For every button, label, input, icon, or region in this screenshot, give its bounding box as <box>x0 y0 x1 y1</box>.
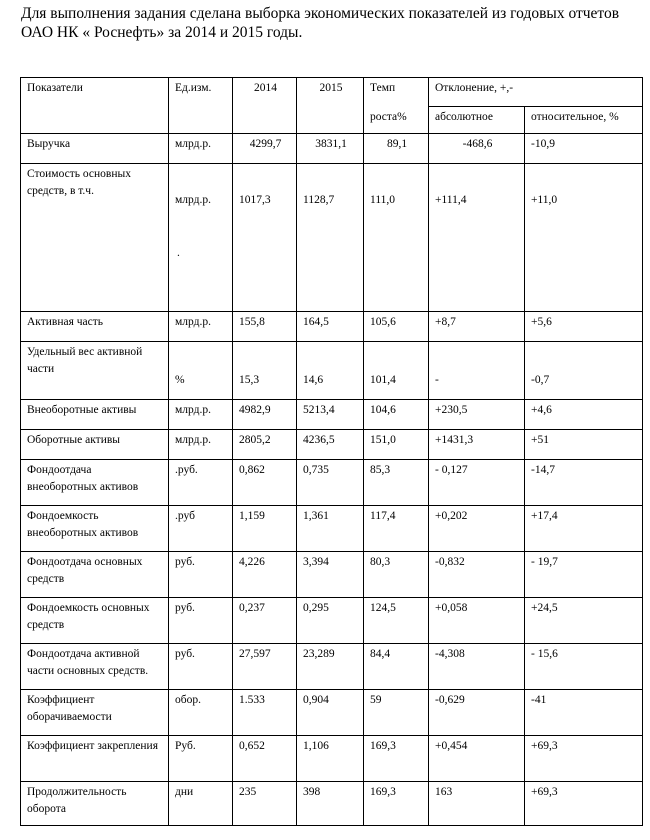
row-2014: 2805,2 <box>233 430 297 460</box>
row-2015: 1,106 <box>297 736 364 782</box>
row-growth: 151,0 <box>364 430 429 460</box>
row-rel: +69,3 <box>525 736 643 782</box>
row-rel: - 15,6 <box>525 644 643 690</box>
header-indicator: Показатели <box>21 78 169 134</box>
row-2014: 4299,7 <box>233 134 297 164</box>
table-row <box>21 644 643 690</box>
row-abs: +230,5 <box>429 400 525 430</box>
header-growth-bottom: роста% <box>364 107 429 134</box>
row-rel: -41 <box>525 690 643 736</box>
row-2014: 4,226 <box>233 552 297 598</box>
row-unit: руб. <box>169 644 233 690</box>
row-2014: 0,237 <box>233 598 297 644</box>
row-rel: -0,7 <box>531 374 550 386</box>
header-unit: Ед.изм. <box>169 78 233 134</box>
table-row <box>21 552 643 598</box>
row-name: Фондоемкость основных средств <box>21 598 169 644</box>
row-rel: +24,5 <box>525 598 643 644</box>
row-unit: млрд.р. <box>169 430 233 460</box>
row-2014: 155,8 <box>233 312 297 342</box>
table-row <box>21 430 643 460</box>
row-name: Стоимость основных средств, в т.ч. <box>21 164 169 312</box>
row-unit: млрд.р. <box>169 312 233 342</box>
row-2015: 0,904 <box>297 690 364 736</box>
row-unit: млрд.р. <box>169 400 233 430</box>
row-2015: 0,295 <box>297 598 364 644</box>
row-name: Продолжительность оборота <box>21 782 169 826</box>
table-row <box>21 736 643 782</box>
row-abs: - <box>435 374 439 386</box>
row-name: Фондоотдача внеоборотных активов <box>21 460 169 506</box>
row-2015: 5213,4 <box>297 400 364 430</box>
row-growth: 59 <box>364 690 429 736</box>
row-rel: -10,9 <box>525 134 643 164</box>
row-rel: +4,6 <box>525 400 643 430</box>
row-name: Фондоотдача основных средств <box>21 552 169 598</box>
row-abs: +111,4 <box>435 194 467 206</box>
header-2014: 2014 <box>233 78 297 134</box>
row-unit: дни <box>169 782 233 826</box>
row-unit: руб. <box>169 598 233 644</box>
table-row <box>21 598 643 644</box>
row-unit-note: . <box>177 247 180 259</box>
row-unit: % <box>175 374 185 386</box>
table-row <box>21 782 643 826</box>
row-abs: -0,832 <box>429 552 525 598</box>
row-rel: +51 <box>525 430 643 460</box>
indicators-table <box>20 77 643 826</box>
row-2015: 14,6 <box>303 374 324 386</box>
row-abs: +0,454 <box>429 736 525 782</box>
row-name: Фондоотдача активной части основных средств. <box>21 644 169 690</box>
row-2015: 0,735 <box>297 460 364 506</box>
row-name: Активная часть <box>21 312 169 342</box>
row-unit: млрд.р. <box>169 134 233 164</box>
row-2015: 3,394 <box>297 552 364 598</box>
row-name: Оборотные активы <box>21 430 169 460</box>
row-2014: 1.533 <box>233 690 297 736</box>
row-2014: 1017,3 <box>239 194 271 206</box>
row-rel: +11,0 <box>531 194 558 206</box>
row-growth: 85,3 <box>364 460 429 506</box>
table-row <box>21 134 643 164</box>
row-rel: +17,4 <box>525 506 643 552</box>
row-abs: 163 <box>429 782 525 826</box>
header-row-top <box>21 78 643 107</box>
row-growth: 80,3 <box>364 552 429 598</box>
row-2014: 0,652 <box>233 736 297 782</box>
row-2014: 235 <box>233 782 297 826</box>
table-row <box>21 690 643 736</box>
table-row <box>21 312 643 342</box>
row-growth: 89,1 <box>364 134 429 164</box>
row-abs: +0,202 <box>429 506 525 552</box>
row-growth: 104,6 <box>364 400 429 430</box>
row-unit: Руб. <box>169 736 233 782</box>
table-row <box>21 400 643 430</box>
row-abs: - 0,127 <box>429 460 525 506</box>
row-unit: обор. <box>169 690 233 736</box>
row-growth: 84,4 <box>364 644 429 690</box>
row-unit-cell <box>169 164 233 312</box>
row-2014: 1,159 <box>233 506 297 552</box>
row-2014: 4982,9 <box>233 400 297 430</box>
row-rel: +69,3 <box>525 782 643 826</box>
row-name: Фондоемкость внеоборотных активов <box>21 506 169 552</box>
row-2014: 27,597 <box>233 644 297 690</box>
table-row <box>21 506 643 552</box>
row-2014: 15,3 <box>239 374 260 386</box>
row-2015: 398 <box>297 782 364 826</box>
row-growth: 169,3 <box>364 736 429 782</box>
table-row <box>21 342 643 400</box>
intro-paragraph: Для выполнения задания сделана выборка экономических показателей из годовых отчетов ОАО НК « Роснефть» за 2014 и 2015 годы. <box>21 5 620 41</box>
row-growth: 101,4 <box>370 374 396 386</box>
row-rel: - 19,7 <box>525 552 643 598</box>
row-growth: 124,5 <box>364 598 429 644</box>
row-2014: 0,862 <box>233 460 297 506</box>
row-growth: 117,4 <box>364 506 429 552</box>
row-2015: 4236,5 <box>297 430 364 460</box>
row-name: Выручка <box>21 134 169 164</box>
row-rel: -14,7 <box>525 460 643 506</box>
row-abs: +1431,3 <box>429 430 525 460</box>
row-2015: 1,361 <box>297 506 364 552</box>
table-row <box>21 164 643 312</box>
row-growth: 169,3 <box>364 782 429 826</box>
row-2015: 23,289 <box>297 644 364 690</box>
row-abs: -468,6 <box>429 134 525 164</box>
row-rel: +5,6 <box>525 312 643 342</box>
row-growth: 111,0 <box>370 194 396 206</box>
header-2015: 2015 <box>297 78 364 134</box>
row-unit: млрд.р. <box>175 194 211 206</box>
table-row <box>21 460 643 506</box>
row-name: Коэффициент закрепления <box>21 736 169 782</box>
row-2015: 3831,1 <box>297 134 364 164</box>
row-unit: .руб. <box>169 460 233 506</box>
row-abs: +8,7 <box>429 312 525 342</box>
header-growth-top: Темп <box>364 78 429 107</box>
header-absolute: абсолютное <box>429 107 525 134</box>
row-name: Внеоборотные активы <box>21 400 169 430</box>
row-name: Удельный вес активной части <box>21 342 169 400</box>
row-unit: .руб <box>169 506 233 552</box>
header-deviation: Отклонение, +,- <box>429 78 643 107</box>
row-abs: -0,629 <box>429 690 525 736</box>
row-unit: руб. <box>169 552 233 598</box>
row-abs: -4,308 <box>429 644 525 690</box>
row-growth: 105,6 <box>364 312 429 342</box>
row-abs: +0,058 <box>429 598 525 644</box>
row-name: Коэффициент оборачиваемости <box>21 690 169 736</box>
row-2015: 1128,7 <box>303 194 335 206</box>
row-2015: 164,5 <box>297 312 364 342</box>
header-relative: относительное, % <box>525 107 643 134</box>
